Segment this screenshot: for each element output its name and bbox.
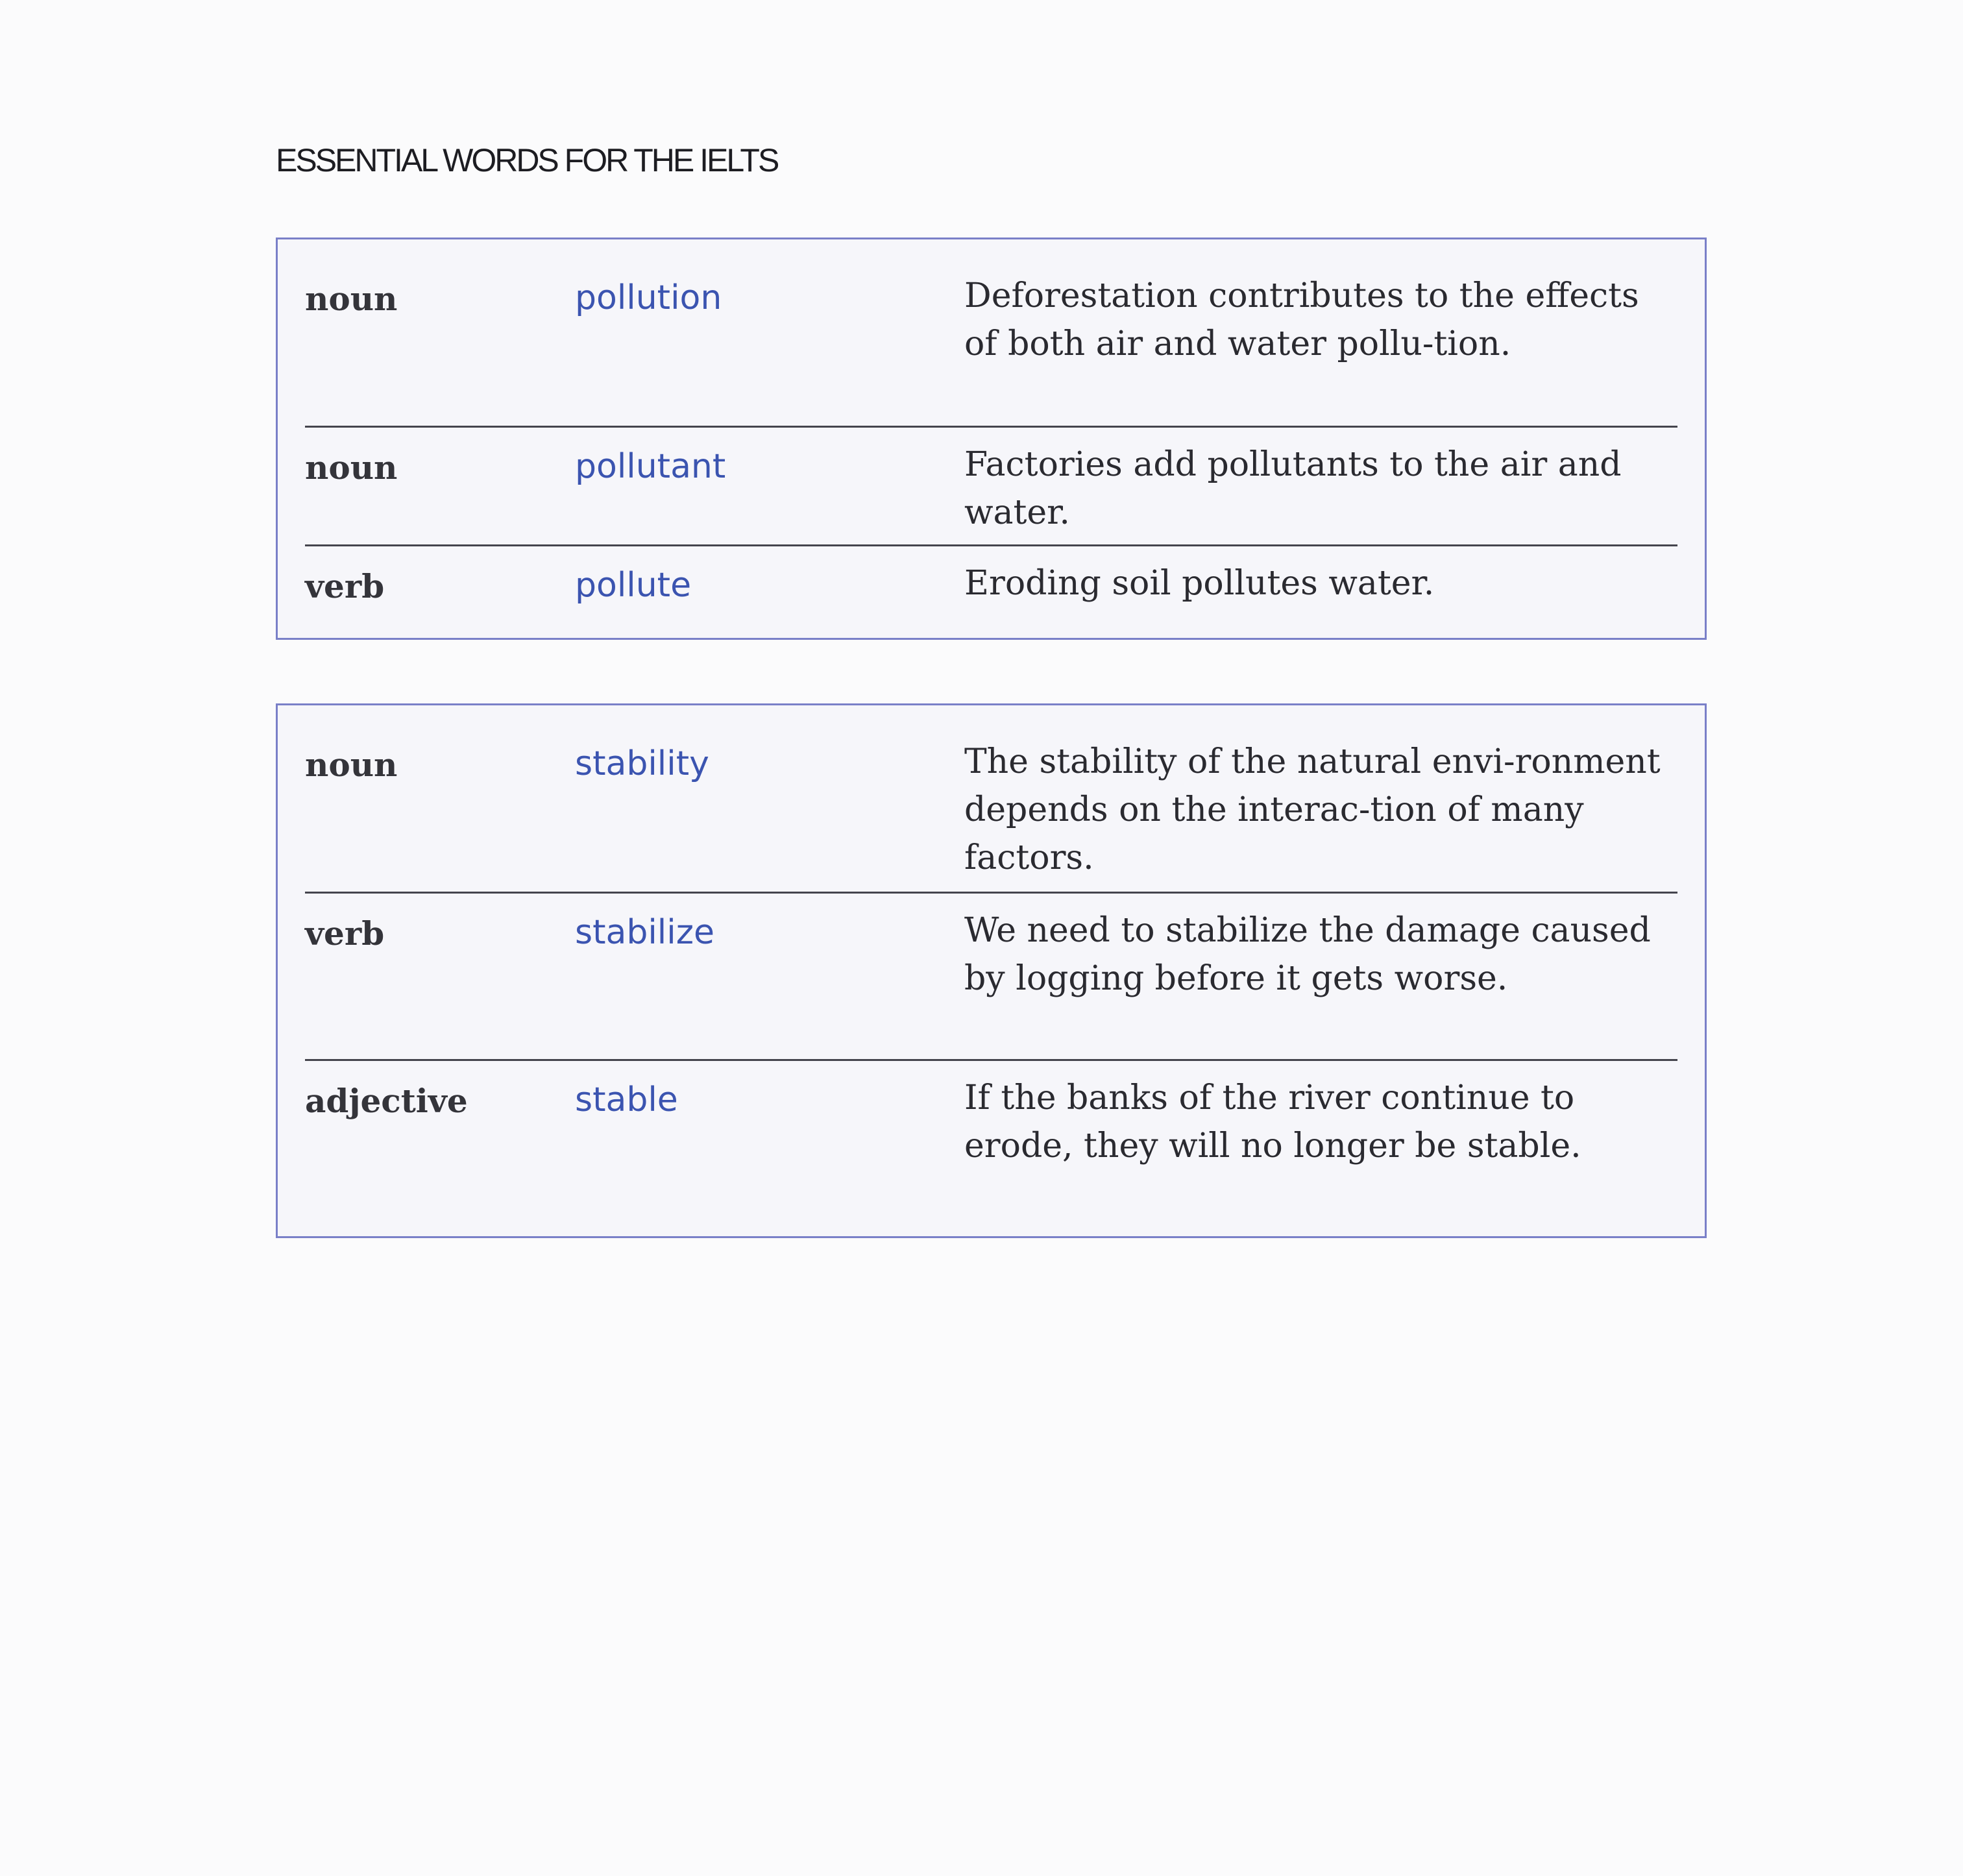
vocab-word: stability: [575, 744, 709, 783]
part-of-speech: verb: [305, 914, 385, 953]
vocab-word: pollute: [575, 566, 692, 605]
table-row: [305, 428, 1677, 546]
table-row: [305, 239, 1677, 428]
part-of-speech: verb: [305, 567, 385, 605]
table-row: [305, 894, 1677, 1061]
vocab-word: pollutant: [575, 447, 726, 486]
vocab-table-stability: [276, 703, 1707, 1238]
table-row: [305, 546, 1677, 607]
vocab-word: stable: [575, 1080, 678, 1119]
part-of-speech: noun: [305, 746, 398, 784]
example-sentence: Deforestation contributes to the effects of both air and water pollu-tion.: [964, 276, 1639, 363]
part-of-speech: noun: [305, 280, 398, 318]
vocab-word: stabilize: [575, 913, 714, 952]
vocab-word: pollution: [575, 278, 722, 317]
table-row: [305, 1061, 1677, 1170]
example-sentence: The stability of the natural envi-ronment depends on the interac-tion of many factors.: [964, 742, 1661, 877]
example-sentence: We need to stabilize the damage caused by logging before it gets worse.: [964, 911, 1651, 998]
vocab-table-pollution: [276, 238, 1707, 640]
example-sentence: Factories add pollutants to the air and water.: [964, 445, 1622, 532]
example-sentence: If the banks of the river continue to erode, they will no longer be stable.: [964, 1078, 1581, 1165]
page-header: ESSENTIAL WORDS FOR THE IELTS: [276, 142, 778, 178]
part-of-speech: noun: [305, 448, 398, 487]
table-row: [305, 705, 1677, 894]
part-of-speech: adjective: [305, 1082, 468, 1120]
example-sentence: Eroding soil pollutes water.: [964, 564, 1435, 603]
